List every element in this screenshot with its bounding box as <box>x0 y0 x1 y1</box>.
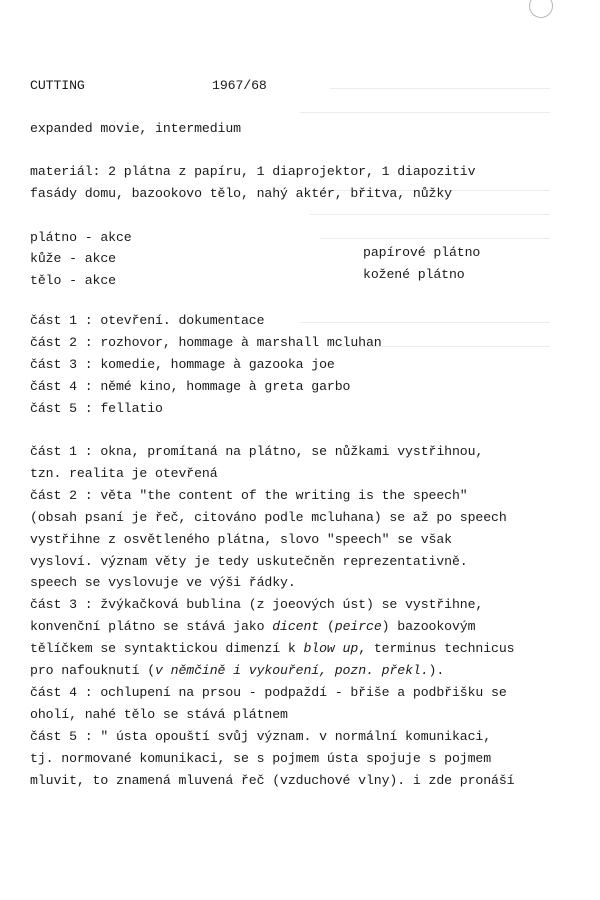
italic-term: blow up <box>303 641 359 656</box>
body-line: vystřihne z osvětleného plátna, slovo "speech" se však <box>30 532 452 547</box>
body-line: tj. normované komunikaci, se s pojmem ústa spojuje s pojmem <box>30 751 492 766</box>
translator-note: v němčině i vykouření, pozn. překl. <box>155 663 429 678</box>
doc-subtitle: expanded movie, intermedium <box>30 121 241 136</box>
italic-term: dicent <box>272 619 320 634</box>
body-line: část 1 : okna, promítaná na plátno, se nůžkami vystřihnou, <box>30 444 484 459</box>
body-line: část 3 : žvýkačková bublina (z joeových úst) se vystřihne, <box>30 597 484 612</box>
pair-right: kožené plátno <box>363 267 465 282</box>
bleed-through <box>310 214 550 215</box>
doc-title: CUTTING <box>30 78 85 93</box>
body-line: vysloví. význam věty je tedy uskutečněn reprezentativně. <box>30 554 468 569</box>
pair-left: tělo - akce <box>30 273 116 288</box>
body-line: část 4 : ochlupení na prsou - podpaždí - břiše a podbřišku se <box>30 685 507 700</box>
body-line: část 5 : " ústa opouští svůj význam. v normální komunikaci, <box>30 729 492 744</box>
text-run: ) bazookovým <box>381 619 476 634</box>
text-run: , terminus technicus <box>358 641 515 656</box>
body-line: oholí, nahé tělo se stává plátnem <box>30 707 288 722</box>
body-line <box>30 619 475 635</box>
text-run: ( <box>319 619 335 634</box>
bleed-through <box>300 112 550 113</box>
text-run: tělíčkem se syntaktickou dimenzí k <box>30 641 304 656</box>
body-line: speech se vyslovuje ve výši řádky. <box>30 575 296 590</box>
pair-right: papírové plátno <box>363 245 481 260</box>
body-line: část 2 : věta "the content of the writing is the speech" <box>30 488 468 503</box>
pair-left: plátno - akce <box>30 230 132 245</box>
part-list-item: část 4 : němé kino, hommage à greta garbo <box>30 379 351 394</box>
bleed-through <box>320 238 550 239</box>
part-list-item: část 3 : komedie, hommage à gazooka joe <box>30 357 335 372</box>
part-list-item: část 2 : rozhovor, hommage à marshall mcluhan <box>30 335 382 350</box>
part-list-item: část 1 : otevření. dokumentace <box>30 313 265 328</box>
italic-term: peirce <box>334 619 382 634</box>
bleed-through <box>330 88 550 89</box>
bleed-through <box>300 322 550 323</box>
body-line <box>30 663 444 679</box>
body-line: (obsah psaní je řeč, citováno podle mcluhana) se až po speech <box>30 510 507 525</box>
text-run: ). <box>428 663 445 678</box>
part-list-item: část 5 : fellatio <box>30 401 163 416</box>
text-run: pro nafouknutí ( <box>30 663 156 678</box>
doc-year: 1967/68 <box>212 78 267 93</box>
body-line: tzn. realita je otevřená <box>30 466 218 481</box>
punch-hole <box>529 0 553 18</box>
material-line: materiál: 2 plátna z papíru, 1 diaprojektor, 1 diapozitiv <box>30 164 476 179</box>
body-line <box>30 641 514 657</box>
pair-left: kůže - akce <box>30 251 116 266</box>
body-line: mluvit, to znamená mluvená řeč (vzduchové vlny). i zde pronáší <box>30 773 515 788</box>
material-line: fasády domu, bazookovo tělo, nahý aktér, břitva, nůžky <box>30 186 452 201</box>
text-run: konvenční plátno se stává jako <box>30 619 273 634</box>
